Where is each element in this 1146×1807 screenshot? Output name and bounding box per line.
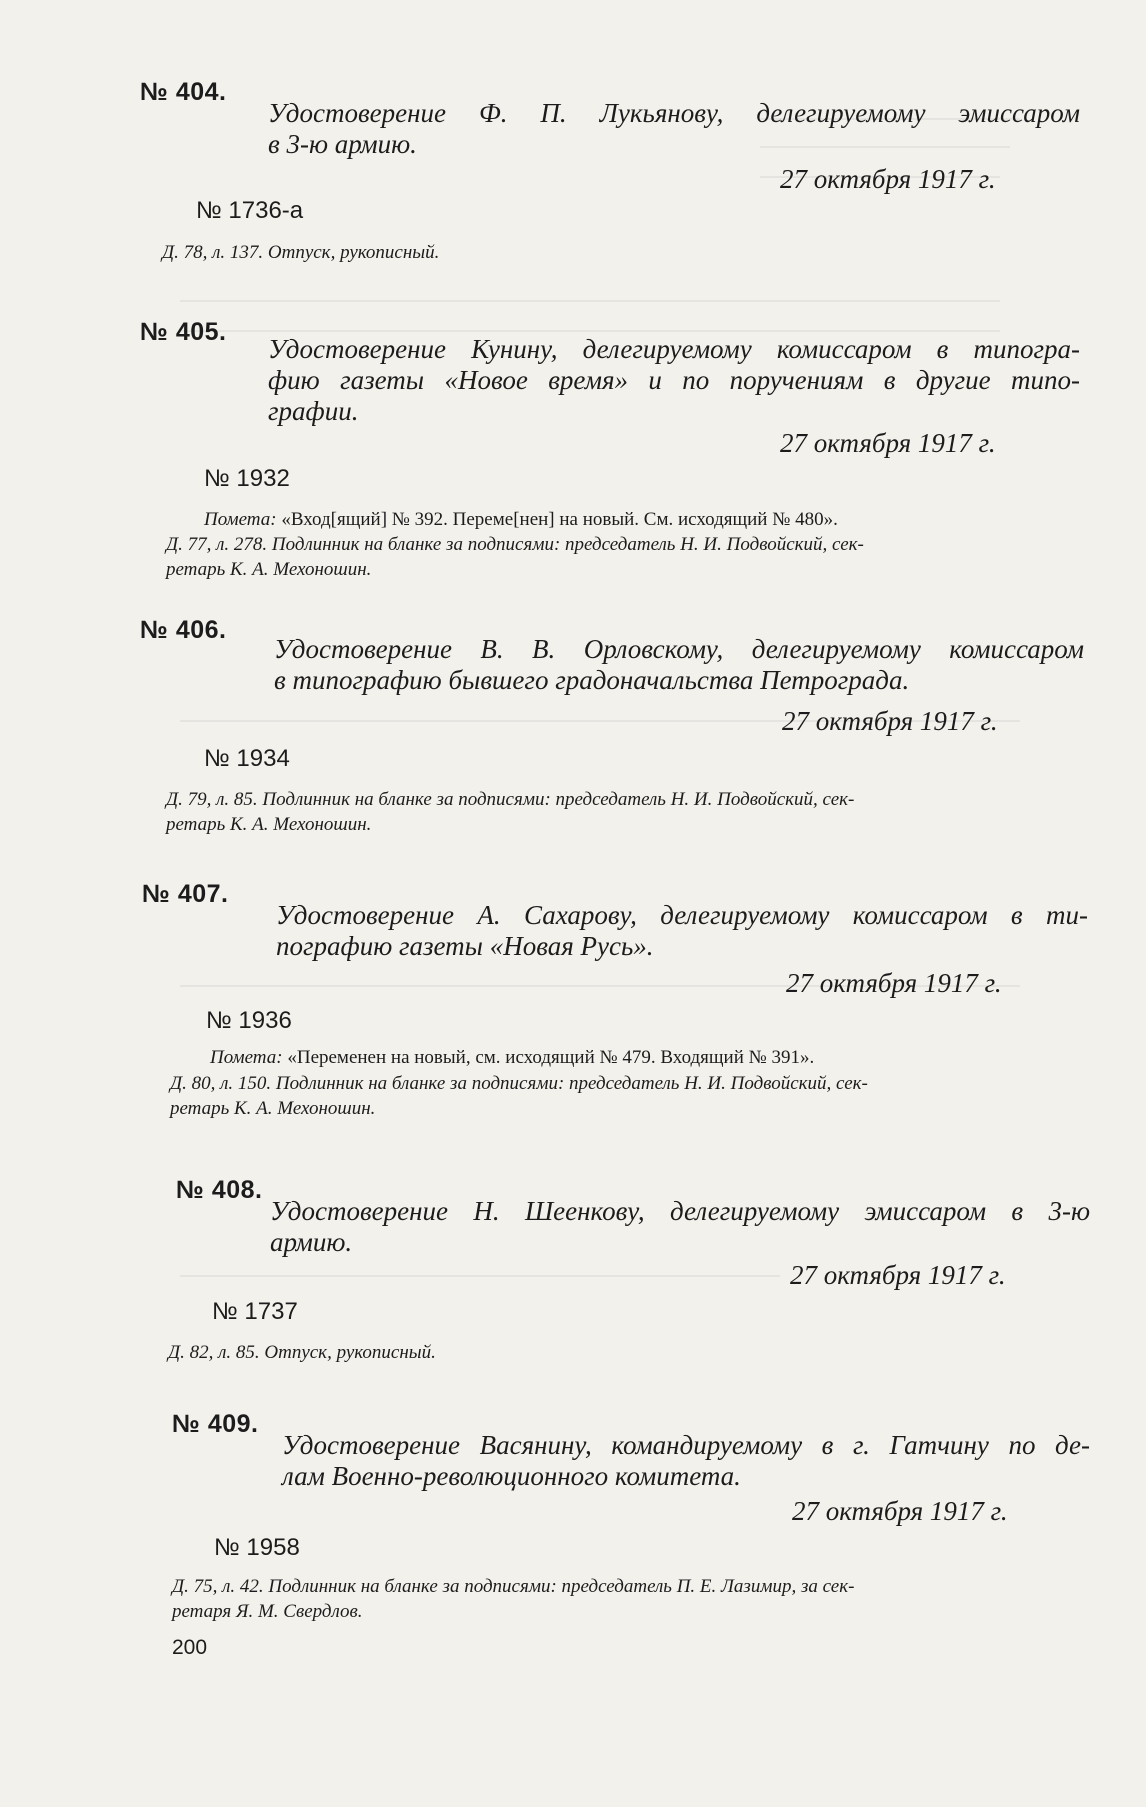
entry-date: 27 октября 1917 г. (790, 1260, 1006, 1290)
source-line: ретаря Я. М. Свердлов. (172, 1601, 363, 1622)
archive-source (168, 1340, 436, 1365)
entry-number: № 406. (140, 616, 227, 644)
title-line: Удостоверение Ф. П. Лукьянову, делегируемому эмиссаром (268, 98, 1080, 128)
archive-note (210, 1045, 814, 1070)
title-line: пографию газеты «Новая Русь». (276, 931, 654, 961)
title-line: Удостоверение В. В. Орловскому, делегируемому комиссаром (274, 634, 1084, 664)
archive-note (204, 507, 838, 532)
entry-number: № 405. (140, 318, 227, 346)
entry-date: 27 октября 1917 г. (782, 706, 998, 736)
source-line: Д. 80, л. 150. Подлинник на бланке за подписями: председатель Н. И. Подвойский, сек- (170, 1073, 868, 1094)
note-label: Помета: (204, 509, 277, 530)
entry-date: 27 октября 1917 г. (792, 1496, 1008, 1526)
entry-number: № 404. (140, 78, 227, 106)
title-line: в типографию бывшего градоначальства Петрограда. (274, 665, 910, 695)
source-line: ретарь К. А. Мехоношин. (170, 1098, 376, 1119)
title-line: Удостоверение Н. Шеенкову, делегируемому эмиссаром в 3-ю (270, 1196, 1090, 1226)
archive-source (162, 240, 439, 265)
entry-number: № 408. (176, 1176, 263, 1204)
source-line: Д. 75, л. 42. Подлинник на бланке за подписями: председатель П. Е. Лазимир, за сек- (172, 1576, 855, 1597)
source-line: Д. 79, л. 85. Подлинник на бланке за подписями: председатель Н. И. Подвойский, сек- (166, 789, 855, 810)
archive-source (166, 532, 864, 582)
document-number: № 1736-а (196, 197, 304, 224)
source-line: ретарь К. А. Мехоношин. (166, 559, 372, 580)
archive-source (172, 1574, 854, 1624)
archive-source (170, 1071, 868, 1121)
entry-number: № 409. (172, 1410, 259, 1438)
entry-date: 27 октября 1917 г. (786, 968, 1002, 998)
title-line: Удостоверение Васянину, командируемому в г. Гатчину по де- (282, 1430, 1090, 1460)
page-number: 200 (172, 1636, 208, 1659)
source-line: Д. 78, л. 137. Отпуск, рукописный. (162, 242, 440, 263)
title-line: в 3-ю армию. (268, 129, 417, 159)
title-line: графии. (268, 396, 359, 426)
entry-title (274, 634, 1084, 696)
entry-title (268, 334, 1080, 427)
note-text: «Вход[ящий] № 392. Переме[нен] на новый. См. исходящий № 480». (281, 509, 838, 530)
title-line: Удостоверение А. Сахарову, делегируемому комиссаром в ти- (276, 900, 1088, 930)
entry-title (282, 1430, 1090, 1492)
entry-title (276, 900, 1088, 962)
document-number: № 1737 (212, 1298, 298, 1325)
title-line: лам Военно-революционного комитета. (282, 1461, 741, 1491)
entry-title (270, 1196, 1090, 1258)
source-line: Д. 82, л. 85. Отпуск, рукописный. (168, 1342, 436, 1363)
document-number: № 1932 (204, 465, 290, 492)
document-number: № 1958 (214, 1534, 300, 1561)
note-text: «Переменен на новый, см. исходящий № 479. Входящий № 391». (287, 1047, 815, 1068)
document-number: № 1936 (206, 1007, 292, 1034)
source-line: Д. 77, л. 278. Подлинник на бланке за подписями: председатель Н. И. Подвойский, сек- (166, 534, 864, 555)
entry-number: № 407. (142, 880, 229, 908)
note-label: Помета: (210, 1047, 283, 1068)
title-line: Удостоверение Кунину, делегируемому комиссаром в типогра- (268, 334, 1080, 364)
title-line: армию. (270, 1227, 353, 1257)
entry-date: 27 октября 1917 г. (780, 428, 996, 458)
document-number: № 1934 (204, 745, 290, 772)
archive-source (166, 787, 854, 837)
title-line: фию газеты «Новое время» и по поручениям в другие типо- (268, 365, 1080, 395)
source-line: ретарь К. А. Мехоношин. (166, 814, 372, 835)
entry-title (268, 98, 1080, 160)
entry-date: 27 октября 1917 г. (780, 164, 996, 194)
